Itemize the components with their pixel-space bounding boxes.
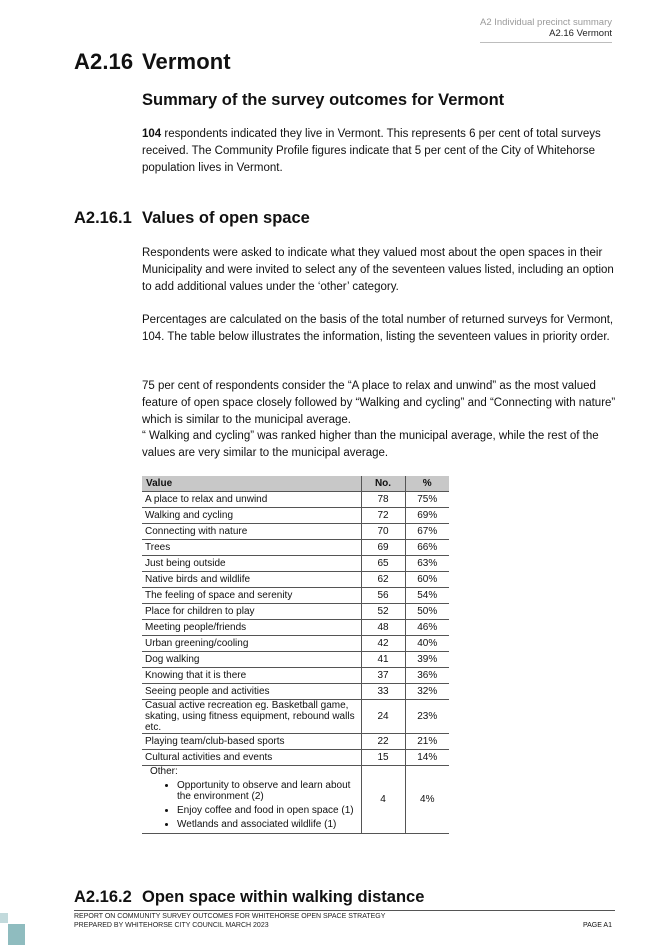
row-percent: 21% [405,734,449,750]
corner-accent-square [8,924,25,945]
other-list-item: • Wetlands and associated wildlife (1) [177,819,358,830]
row-percent: 14% [405,750,449,766]
table-row [142,668,449,684]
row-count: 33 [361,684,405,700]
row-value: Dog walking [142,652,361,668]
page-number: PAGE A1 [582,922,612,929]
row-value: Seeing people and activities [142,684,361,700]
row-percent: 54% [405,588,449,604]
other-list-item: • Enjoy coffee and food in open space (1) [177,805,358,816]
summary-paragraph [142,126,617,176]
row-value: The feeling of space and serenity [142,588,361,604]
table-row [142,588,449,604]
row-percent: 36% [405,668,449,684]
header-no: No. [361,476,405,492]
other-list-item: • Opportunity to observe and learn about the environment (2) [177,780,358,802]
row-count: 24 [361,700,405,734]
footer-prepared-by: PREPARED BY WHITEHORSE CITY COUNCIL MARCH 2023 [74,921,269,929]
values-paragraph-3b: “ Walking and cycling” was ranked higher than the municipal average, while the rest of the values are very similar to the municipal average. [142,430,599,460]
values-paragraph-3 [142,378,617,462]
subsection-heading-walking [74,888,424,907]
row-percent: 66% [405,540,449,556]
row-count: 22 [361,734,405,750]
row-percent: 67% [405,524,449,540]
table-row [142,734,449,750]
table-row [142,636,449,652]
table-row-other [142,766,449,834]
table-body [142,492,449,834]
other-list [145,780,358,830]
row-percent: 46% [405,620,449,636]
row-value: Trees [142,540,361,556]
row-count: 48 [361,620,405,636]
row-percent: 60% [405,572,449,588]
values-paragraph-1: Respondents were asked to indicate what they valued most about the open spaces in their Municipality and were invited to select any of the seventeen values listed, including an option to add additional values under the ‘other’ category. [142,247,614,293]
table-row [142,508,449,524]
row-value: Place for children to play [142,604,361,620]
row-value: Urban greening/cooling [142,636,361,652]
subsection-number: A2.16.2 [74,888,132,906]
row-percent: 39% [405,652,449,668]
table-header-row [142,476,449,492]
other-count: 4 [361,766,405,834]
row-value: Just being outside [142,556,361,572]
footer [74,913,385,930]
table-row [142,604,449,620]
table-row [142,750,449,766]
section-name: Vermont [142,49,231,74]
row-percent: 69% [405,508,449,524]
other-percent: 4% [405,766,449,834]
table-row [142,540,449,556]
header-value: Value [142,476,361,492]
row-value: Cultural activities and events [142,750,361,766]
summary-heading: Summary of the survey outcomes for Vermont [142,91,505,109]
header-percent: % [405,476,449,492]
row-percent: 75% [405,492,449,508]
subsection-title: Open space within walking distance [142,888,425,906]
row-percent: 50% [405,604,449,620]
table-row [142,700,449,734]
table-row [142,572,449,588]
row-count: 69 [361,540,405,556]
row-value: Meeting people/friends [142,620,361,636]
row-count: 56 [361,588,405,604]
subsection-title: Values of open space [142,209,310,227]
row-value: Playing team/club-based sports [142,734,361,750]
row-count: 70 [361,524,405,540]
section-number: A2.16 [74,49,134,74]
summary-text: respondents indicated they live in Vermont. This represents 6 per cent of total surveys received. The Community Profile figures indicate that 5 per cent of the City of Whitehorse population lives in Vermont. [142,128,601,174]
row-count: 78 [361,492,405,508]
corner-accent-square [0,913,8,923]
row-value: Native birds and wildlife [142,572,361,588]
section-title [74,49,231,75]
row-value: Connecting with nature [142,524,361,540]
row-count: 72 [361,508,405,524]
row-percent: 40% [405,636,449,652]
row-count: 62 [361,572,405,588]
values-paragraph-3a: 75 per cent of respondents consider the “A place to relax and unwind” as the most valued feature of open space closely followed by “Walking and cycling” and “Connecting with nature” which is similar to the municipal average. [142,380,616,426]
row-count: 42 [361,636,405,652]
row-count: 15 [361,750,405,766]
row-count: 37 [361,668,405,684]
table-row [142,652,449,668]
header-section: A2.16 Vermont [480,28,612,43]
subsection-heading-values [74,209,310,228]
row-count: 41 [361,652,405,668]
other-cell [142,766,361,834]
row-value: Walking and cycling [142,508,361,524]
respondent-count: 104 [142,128,162,140]
row-count: 52 [361,604,405,620]
header-chapter: A2 Individual precinct summary [480,17,612,28]
values-paragraph-2: Percentages are calculated on the basis of the total number of returned surveys for Vermont, 104. The table below illustrates the information, listing the seventeen values in priority order. [142,314,614,343]
footer-divider [74,910,615,911]
table-row [142,684,449,700]
table-row [142,492,449,508]
running-header [480,17,612,43]
table-row [142,556,449,572]
row-count: 65 [361,556,405,572]
other-label: Other: [150,766,178,777]
subsection-number: A2.16.1 [74,209,132,227]
row-value: A place to relax and unwind [142,492,361,508]
table-row [142,524,449,540]
row-percent: 32% [405,684,449,700]
values-table [142,476,449,834]
row-value: Casual active recreation eg. Basketball game, skating, using fitness equipment, rebound walls etc. [142,700,361,734]
footer-report-title: REPORT ON COMMUNITY SURVEY OUTCOMES FOR WHITEHORSE OPEN SPACE STRATEGY [74,913,386,920]
row-value: Knowing that it is there [142,668,361,684]
table-row [142,620,449,636]
row-percent: 63% [405,556,449,572]
row-percent: 23% [405,700,449,734]
